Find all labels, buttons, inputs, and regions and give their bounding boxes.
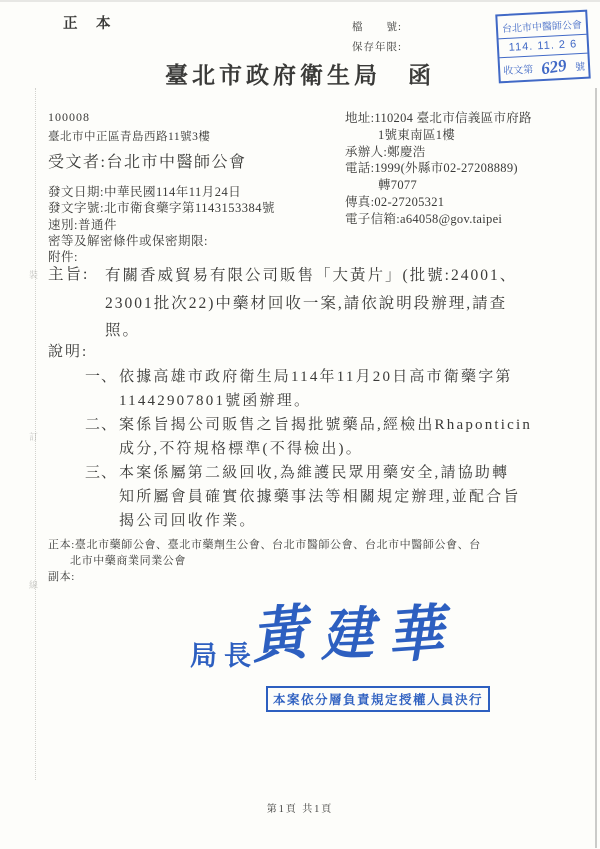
- receipt-suffix: 號: [574, 61, 586, 74]
- sender-address-line2: 1號東南區1樓: [378, 127, 456, 142]
- subject-line: 有關香威貿易有限公司販售「大黃片」(批號:24001、: [105, 267, 518, 284]
- issue-date: 發文日期:中華民國114年11月24日: [48, 185, 242, 199]
- binding-mark-zhuang: 裝: [29, 270, 39, 280]
- received-stamp: [495, 10, 590, 84]
- authorization-stamp: 本案依分層負責規定授權人員決行: [266, 686, 490, 712]
- description-line: 依據高雄市政府衛生局114年11月20日高市衛藥字第: [119, 369, 513, 385]
- phone-line2: 轉7077: [378, 178, 417, 193]
- signature-char: 建: [319, 602, 375, 668]
- description-label: 說明:: [48, 344, 89, 360]
- security-class: 密等及解密條件或保密期限:: [48, 233, 208, 248]
- description-item-3: [85, 461, 563, 533]
- sender-address-line1: 地址:110204 臺北市信義區市府路: [345, 111, 532, 125]
- description-item-2: [85, 413, 563, 461]
- document-title: 臺北市政府衛生局 函: [165, 63, 435, 88]
- receipt-prefix: 收文第: [502, 64, 534, 78]
- file-number-label: 檔 號:: [352, 22, 402, 33]
- speed-class: 速別:普通件: [48, 217, 117, 232]
- original-label: 正本:: [48, 539, 75, 551]
- signature-char: 黃: [248, 599, 310, 671]
- stamp-receipt-number: [500, 54, 589, 82]
- recipient-line: 受文者:台北市中醫師公會: [48, 154, 247, 171]
- file-number-block: [352, 18, 402, 58]
- description-line: 案係旨揭公司販售之旨揭批號藥品,經檢出Rhaponticin: [119, 417, 533, 433]
- subject-line: 照。: [105, 322, 141, 339]
- stamp-date: 114. 11. 2 6: [499, 35, 588, 59]
- sender-contact-block: [345, 110, 591, 228]
- receipt-number-handwritten: 629: [540, 55, 569, 79]
- subject-section: [48, 262, 558, 345]
- subject-body: [105, 262, 558, 345]
- copy-type-label: 正 本: [63, 16, 113, 32]
- retention-period-label: 保存年限:: [352, 42, 402, 53]
- phone-line1: 電話:1999(外縣市02-27208889): [345, 161, 518, 176]
- item-number: 一、: [85, 369, 118, 385]
- recipient-address: 臺北市中正區青島西路11號3樓: [48, 131, 211, 143]
- item-number: 三、: [85, 465, 118, 481]
- commissioner-signature-stamp: [248, 599, 452, 671]
- description-line: 揭公司回收作業。: [119, 513, 257, 529]
- subject-line: 23001批次22)中藥材回收一案,請依說明段辦理,請查: [105, 294, 508, 312]
- original-recipients: [48, 537, 481, 553]
- scan-edge-top: [0, 0, 600, 2]
- description-line: 成分,不符規格標準(不得檢出)。: [119, 441, 363, 457]
- binding-mark-ding: 訂: [29, 432, 39, 442]
- stamp-organization: 台北市中醫師公會: [497, 12, 586, 40]
- copy-label: 副本:: [48, 571, 75, 583]
- subject-label: 主旨:: [48, 266, 90, 283]
- original-line1: 臺北市藥師公會、臺北市藥劑生公會、台北市醫師公會、台北市中醫師公會、台: [74, 539, 481, 551]
- scan-edge-right: [595, 88, 597, 848]
- document-meta: [48, 184, 275, 265]
- case-officer: 承辦人:鄭慶浩: [345, 144, 426, 159]
- email-line: 電子信箱:a64058@gov.taipei: [345, 211, 503, 226]
- fax-line: 傳真:02-27205321: [345, 194, 445, 209]
- description-line: 11442907801號函辦理。: [119, 393, 312, 409]
- recipient-zip: 100008: [48, 110, 90, 124]
- description-item-1: [85, 365, 563, 413]
- issue-number: 發文字號:北市衛食藥字第1143153384號: [48, 201, 276, 216]
- recipient-block: [48, 110, 275, 265]
- signature-char: 華: [384, 599, 446, 671]
- description-line: 知所屬會員確實依據藥事法等相關規定辦理,並配合旨: [119, 489, 521, 505]
- item-number: 二、: [85, 417, 118, 433]
- commissioner-title: 局長: [190, 641, 258, 671]
- distribution-block: [48, 537, 481, 585]
- attachment-label: 附件:: [48, 250, 78, 265]
- original-line2: 北市中藥商業同業公會: [70, 555, 186, 567]
- description-section: [48, 340, 563, 533]
- description-line: 本案係屬第二級回收,為維護民眾用藥安全,請協助轉: [119, 465, 510, 481]
- page-number: 第1頁 共1頁: [266, 804, 334, 815]
- binding-mark-xian: 線: [29, 580, 39, 590]
